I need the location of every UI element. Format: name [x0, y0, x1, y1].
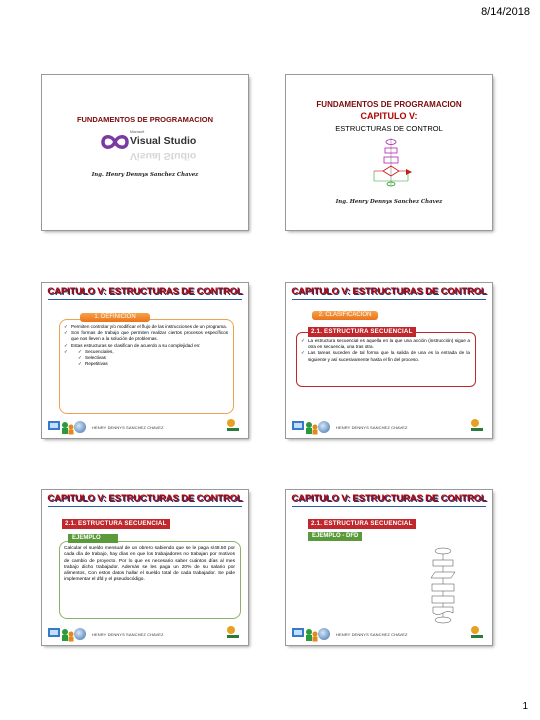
computer-people-icon: [290, 625, 320, 643]
heading-divider: [48, 299, 242, 300]
visual-studio-logo: [100, 127, 197, 169]
list-item: ✓ Las tareas suceden de tal forma que la salida de una es la entrada de la siguiente y así sucesivamente hasta el fin del proceso.: [301, 350, 470, 362]
example-label: EJEMPLO - DFD: [308, 532, 362, 541]
flowchart-diagram: [366, 136, 416, 188]
heading-divider: [48, 506, 242, 507]
footer-author: HENRY DENNYS SANCHEZ CHAVEZ: [92, 425, 164, 430]
disc-icon: [318, 421, 330, 433]
disc-icon: [318, 628, 330, 640]
logo-small-text: Microsoft: [130, 130, 145, 134]
slide-6-dfd: [286, 490, 492, 645]
slide-author: Ing. Henry Dennys Sanchez Chavez: [335, 199, 443, 205]
slide-1-title: [42, 75, 248, 230]
disc-icon: [74, 421, 86, 433]
slide-heading: CAPITULO V: ESTRUCTURAS DE CONTROL: [291, 493, 487, 504]
disc-icon: [74, 628, 86, 640]
slide-author: Ing. Henry Dennys Sanchez Chavez: [91, 172, 199, 178]
heading-divider: [292, 299, 486, 300]
sub-list: [64, 349, 228, 368]
footer-author: HENRY DENNYS SANCHEZ CHAVEZ: [336, 425, 408, 430]
dfd-flowchart: [420, 546, 466, 624]
institution-logo: [224, 416, 242, 434]
slide-title: FUNDAMENTOS DE PROGRAMACION: [316, 100, 462, 109]
subsection-label: 2.1. ESTRUCTURA SECUENCIAL: [308, 519, 416, 529]
sub-list-item: ✓ Repetitivas: [78, 361, 228, 367]
list-item: ✓ La estructura secuencial es aquella en la que una acción (instrucción) sigue a otra en secuencia, una tras otra.: [301, 338, 470, 350]
slide-heading: CAPITULO V: ESTRUCTURAS DE CONTROL: [47, 493, 243, 504]
institution-logo: [224, 623, 242, 641]
slide-title: FUNDAMENTOS DE PROGRAMACION: [76, 115, 214, 124]
sub-list-item: ✓ Selectivas: [78, 355, 228, 361]
subsection-label: 2.1. ESTRUCTURA SECUENCIAL: [62, 519, 170, 529]
definition-box: [59, 319, 234, 414]
footer-author: HENRY DENNYS SANCHEZ CHAVEZ: [336, 632, 408, 637]
slide-subtitle: CAPITULO V:: [360, 111, 418, 121]
definition-list: [64, 324, 228, 367]
slide-4-clasificacion: [286, 283, 492, 438]
slide-subtitle-2: ESTRUCTURAS DE CONTROL: [335, 124, 443, 133]
section-label: 1. DEFINICION: [80, 313, 150, 322]
slide-2-title: [286, 75, 492, 230]
slide-heading: CAPITULO V: ESTRUCTURAS DE CONTROL: [291, 286, 487, 297]
computer-people-icon: [46, 625, 76, 643]
secuencial-box: [296, 332, 476, 387]
infinity-icon: [100, 131, 130, 153]
example-box: [59, 541, 241, 619]
institution-logo: [468, 623, 486, 641]
slide-5-ejemplo: [42, 490, 248, 645]
sub-list-item: ✓ ✓ Secuenciales,: [78, 349, 228, 355]
list-item: ✓ Estas estructuras se clasifican de acuerdo a su complejidad en:: [64, 343, 228, 349]
slide-heading: CAPITULO V: ESTRUCTURAS DE CONTROL: [47, 286, 243, 297]
logo-text: Visual Studio: [130, 135, 197, 147]
footer-author: HENRY DENNYS SANCHEZ CHAVEZ: [92, 632, 164, 637]
section-label: 2. CLASIFICACION: [312, 311, 378, 320]
heading-divider: [292, 506, 486, 507]
subsection-label: 2.1. ESTRUCTURA SECUENCIAL: [308, 327, 416, 337]
example-text: Calcular el sueldo mensual de un obrero sabiendo que se le paga s/48.50 por cada día de trabajo, hay días en que los trabajadores no trabajan por motivos de cambio de proyecto. Por lo que es necesario saber cuántos días al mes trabajo dicho trabajador. Además se les paga un 20% de su salario por alimentos, Con estos datos hallar el sueldo total de cada trabajador. Se pide implementar el dfd y el pseudocódigo.: [64, 546, 235, 583]
page-number: 1: [522, 701, 528, 712]
logo-reflection: Visual Studio: [130, 150, 197, 162]
secuencial-list: [301, 338, 470, 363]
computer-people-icon: [290, 418, 320, 436]
list-item: ✓ Permiten controlar y/o modificar el flujo de las instrucciones de un programa.: [64, 324, 228, 330]
institution-logo: [468, 416, 486, 434]
print-date: 8/14/2018: [481, 6, 530, 18]
slide-3-definicion: [42, 283, 248, 438]
computer-people-icon: [46, 418, 76, 436]
list-item: ✓ Son formas de trabajo que permiten realizar ciertos procesos específicos que nos lleven a la solución de problemas.: [64, 330, 228, 342]
example-label: EJEMPLO: [68, 534, 118, 543]
